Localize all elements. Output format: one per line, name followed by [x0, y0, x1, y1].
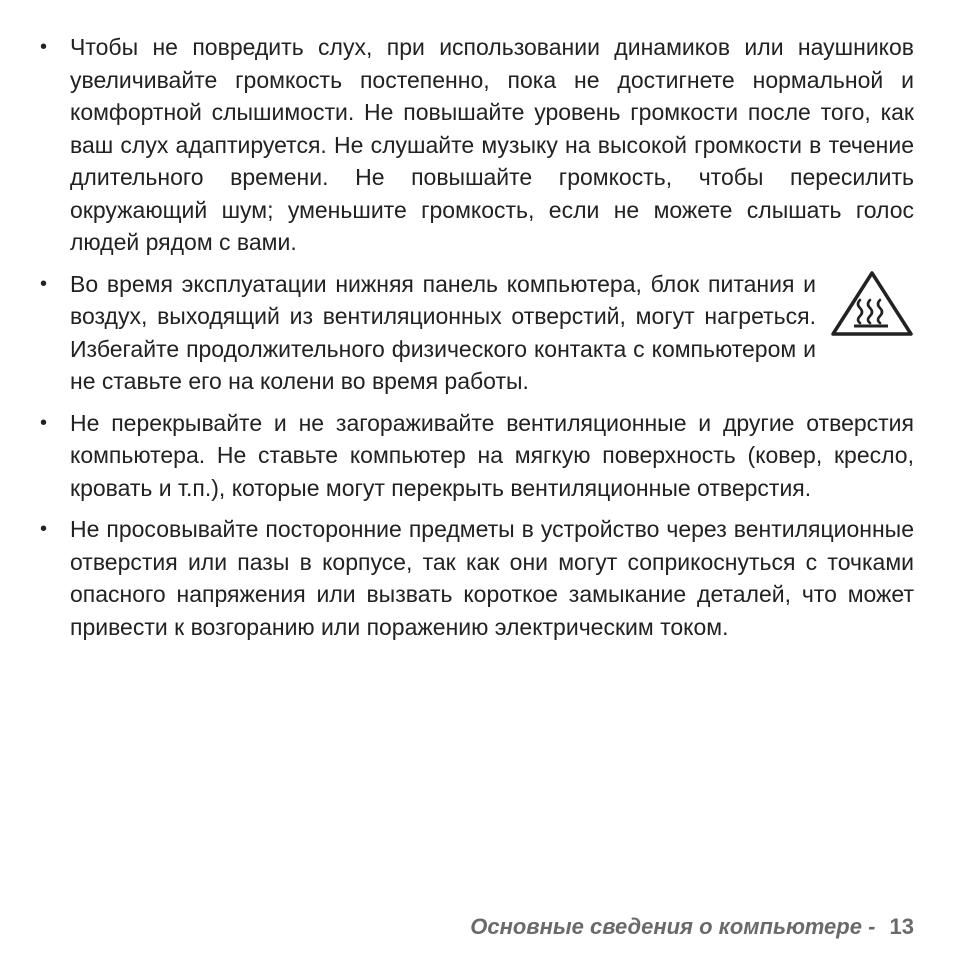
bullet-text: Не перекрывайте и не загораживайте вентиляционные и другие отверстия компьютера. Не ставьте компьютер на мягкую поверхность (ковер, кресло, кровать и т.п.), которые могут перекрыть вентиляционные отверстия. — [70, 409, 914, 501]
document-body — [40, 31, 914, 652]
bullet-marker: • — [40, 411, 48, 434]
footer-separator: - — [861, 914, 882, 939]
page-footer — [470, 912, 914, 942]
footer-title: Основные сведения о компьютере — [470, 914, 862, 939]
bullet-marker: • — [40, 272, 48, 295]
bullet-item-foreign-objects — [40, 513, 914, 643]
bullet-item-ventilation — [40, 407, 914, 505]
bullet-text: Во время эксплуатации нижняя панель компьютера, блок питания и воздух, выходящий из вентиляционных отверстий, могут нагреться. Избегайте продолжительного физического контакта с компьютером и не ставьте его на колени во время работы. — [70, 270, 816, 394]
hot-surface-warning-icon — [830, 268, 914, 338]
bullet-item-hearing — [40, 31, 914, 259]
bullet-text: Чтобы не повредить слух, при использовании динамиков или наушников увеличивайте громкость постепенно, пока не достигнете нормальной и комфортной слышимости. Не повышайте уровень громкости после того, как ваш слух адаптируется. Не слушайте музыку на высокой громкости в течение длительного времени. Не повышайте громкость, чтобы пересилить окружающий шум; уменьшите громкость, если не можете слышать голос людей рядом с вами. — [70, 34, 914, 255]
bullet-text: Не просовывайте посторонние предметы в устройство через вентиляционные отверстия или пазы в корпусе, так как они могут соприкоснуться с точками опасного напряжения или вызвать короткое замыкание деталей, что может привести к возгоранию или поражению электрическим током. — [70, 516, 914, 640]
page-number: 13 — [889, 914, 914, 939]
bullet-item-heat — [40, 268, 914, 398]
bullet-marker: • — [40, 36, 48, 58]
bullet-marker: • — [40, 518, 48, 540]
